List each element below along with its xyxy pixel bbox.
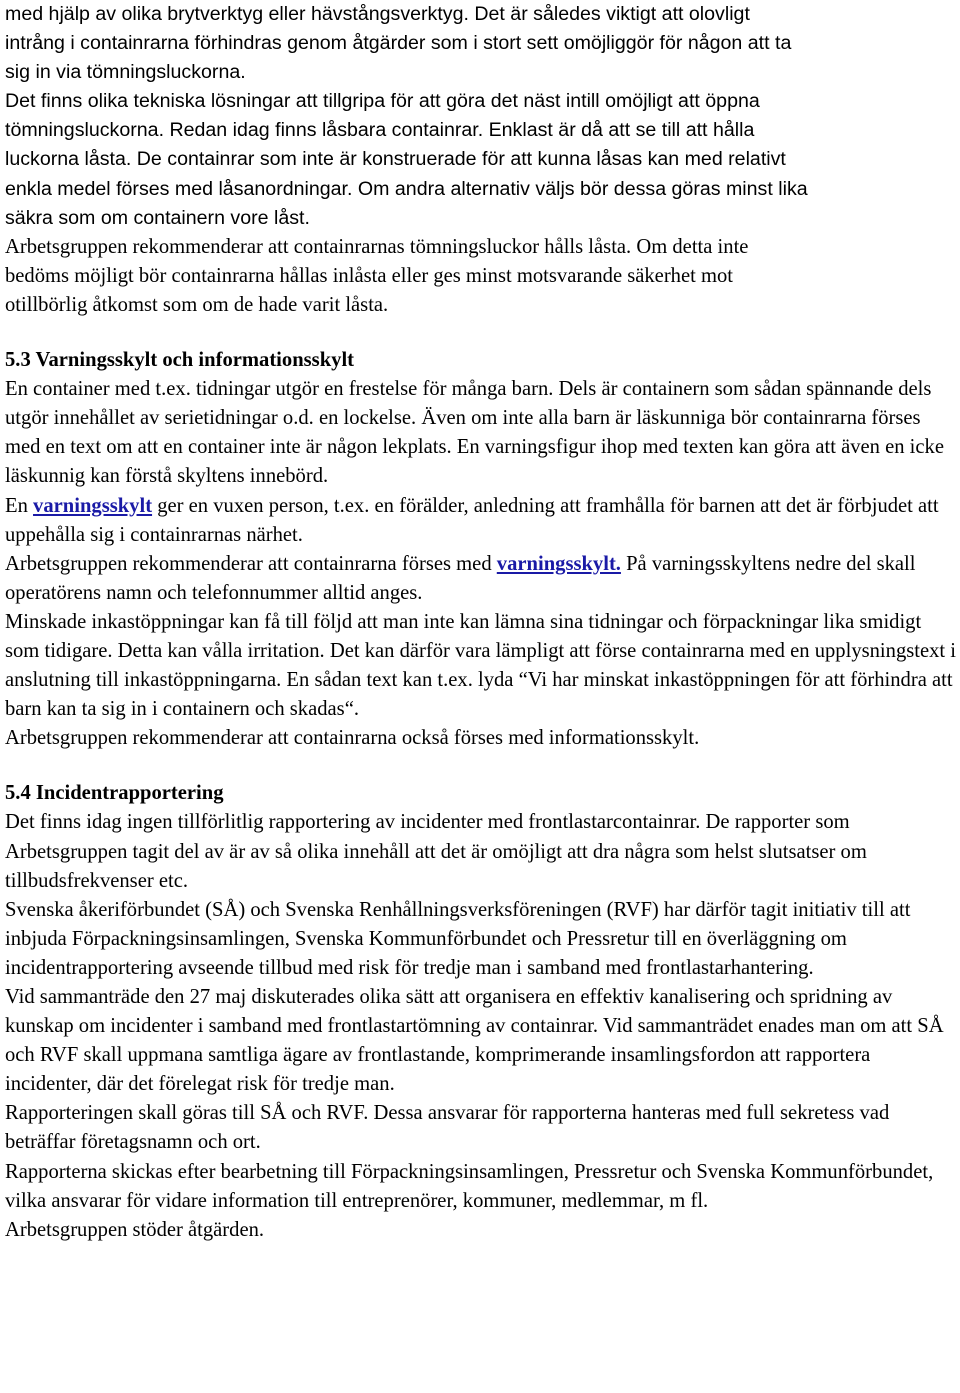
paragraph-initiative: Svenska åkeriförbundet (SÅ) och Svenska Renhållningsverksföreningen (RVF) har därför tagit initiativ till att inbjuda Förpackningsinsamlingen, Svenska Kommunförbundet och Pressretur till en överläggning om incidentrapportering avseende tillbud med risk för tredje man i samband med frontlastarhantering. <box>5 898 911 979</box>
paragraph-intrusion <box>5 0 957 87</box>
text-line: otillbörlig åtkomst som om de hade varit låsta. <box>5 293 389 316</box>
section-heading-5-3: 5.3 Varningsskylt och informationsskylt <box>5 349 355 372</box>
paragraph-recommendation-info-sign: Arbetsgruppen rekommenderar att containrarna också förses med informationsskylt. <box>5 727 700 750</box>
paragraph-container-temptation: En container med t.ex. tidningar utgör en frestelse för många barn. Dels är containern som sådan spännande dels utgör innehållet av serietidningar o.d. en lockelse. Även om inte alla barn är läskunniga bör containrarna förses med en text om att en container inte är någon lekplats. En varningsfigur ihop med texten kan göra att även en icke läskunnig kan förstå skyltens innebörd. <box>5 378 944 488</box>
text-line: med hjälp av olika brytverktyg eller hävstångsverktyg. Det är således viktigt att olovligt <box>5 3 750 25</box>
paragraph-reports-distribution: Rapporterna skickas efter bearbetning till Förpackningsinsamlingen, Pressretur och Svenska Kommunförbundet, vilka ansvarar för vidare information till entreprenörer, kommuner, medlemmar, m fl. <box>5 1160 934 1212</box>
text-line: bedöms möjligt bör containrarna hållas inlåsta eller ges minst motsvarande säkerhet mot <box>5 264 734 287</box>
section-spacer <box>5 320 957 346</box>
text-line: tömningsluckorna. Redan idag finns låsbara containrar. Enklast är då att se till att hålla <box>5 119 755 142</box>
text-line: Arbetsgruppen rekommenderar att containrarnas tömningsluckor hålls låsta. Om detta inte <box>5 235 749 258</box>
document-page <box>5 0 957 1245</box>
text-line: luckorna låsta. De containrar som inte är konstruerade för att kunna låsas kan med relativt <box>5 148 786 171</box>
paragraph-recommendation-locks <box>5 233 957 320</box>
paragraph-recommendation-warning-sign: Arbetsgruppen rekommenderar att containrarna förses med varningsskylt. På varningsskyltens nedre del skall operatörens namn och telefonnummer alltid anges. <box>5 552 916 604</box>
paragraph-reduced-openings: Minskade inkastöppningar kan få till följd att man inte kan lämna sina tidningar och förpackningar lika smidigt som tidigare. Detta kan vålla irritation. Det kan därför vara lämpligt att förse containrarna med en upplysningstext i anslutning till inkastöppningarna. En sådan text kan t.ex. lyda “Vi har minskat inkastöppningen för att förhindra att barn kan ta sig in i containern och skadas“. <box>5 610 957 721</box>
paragraph-reporting-to: Rapporteringen skall göras till SÅ och RVF. Dessa ansvarar för rapporterna hanteras med full sekretess vad beträffar företagsnamn och ort. <box>5 1102 890 1154</box>
section-spacer <box>5 753 957 779</box>
paragraph-no-reliable-reporting: Det finns idag ingen tillförlitlig rapportering av incidenter med frontlastarcontainrar. De rapporter som Arbetsgruppen tagit del av är av så olika innehåll att det är omöjligt att dra några som helst slutsatser om tillbudsfrekvenser etc. <box>5 811 867 892</box>
text-line: Det finns olika tekniska lösningar att tillgripa för att göra det näst intill omöjligt att öppna <box>5 90 760 113</box>
text-line: enkla medel förses med låsanordningar. Om andra alternativ väljs bör dessa göras minst lika <box>5 177 808 200</box>
text-line: säkra som om containern vore låst. <box>5 206 310 229</box>
paragraph-group-supports: Arbetsgruppen stöder åtgärden. <box>5 1218 265 1241</box>
warning-sign-link-2[interactable]: varningsskylt. <box>496 552 621 575</box>
section-heading-5-4: 5.4 Incidentrapportering <box>5 782 224 805</box>
paragraph-warning-sign-adult: En varningsskylt ger en vuxen person, t.ex. en förälder, anledning att framhålla för barnen att det är förbjudet att uppehålla sig i containrarnas närhet. <box>5 494 939 546</box>
paragraph-meeting: Vid sammanträde den 27 maj diskuterades olika sätt att organisera en effektiv kanalisering och spridning av kunskap om incidenter i samband med frontlastartömning av containrar. Vid sammanträdet enades man om att SÅ och RVF skall uppmana samtliga ägare av frontlastande, komprimerande insamlingsfordon att rapportera incidenter, där det förelegat risk för tredje man. <box>5 986 944 1096</box>
paragraph-locking-solutions <box>5 87 957 232</box>
text-line: intrång i containrarna förhindras genom åtgärder som i stort sett omöjliggör för någon att ta <box>5 32 792 55</box>
text-line: sig in via tömningsluckorna. <box>5 61 246 84</box>
warning-sign-link[interactable]: varningsskylt <box>33 494 153 517</box>
